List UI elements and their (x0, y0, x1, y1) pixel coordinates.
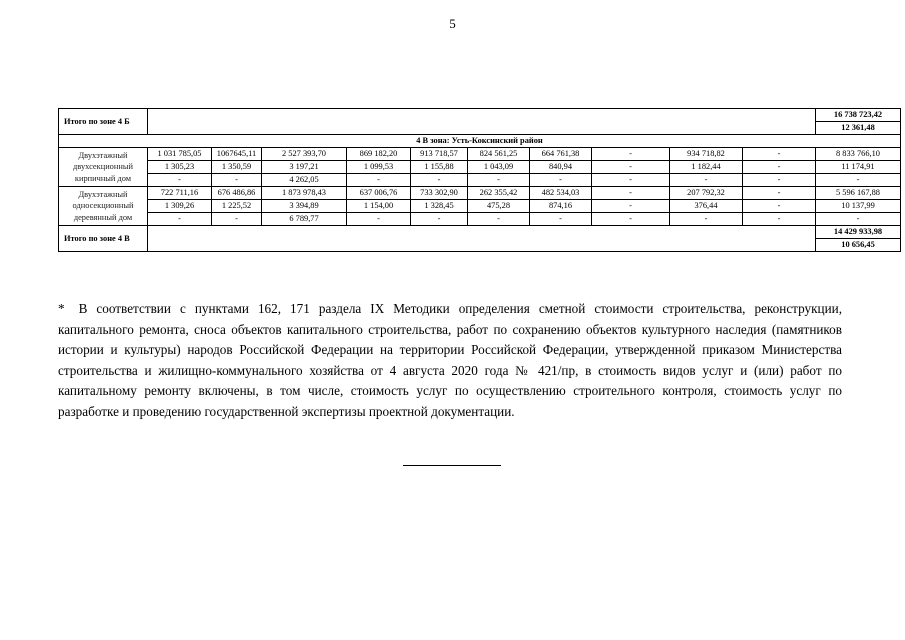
footnote-marker: * (58, 301, 65, 316)
table-cell: 722 711,16 (148, 187, 212, 200)
table-cell: 1 309,26 (148, 200, 212, 213)
table-cell: 824 561,25 (468, 148, 530, 161)
table-cell: 874,16 (530, 200, 592, 213)
table-cell: 6 789,77 (262, 213, 347, 226)
table-cell: - (148, 213, 212, 226)
zone-title-row (59, 135, 901, 148)
table-cell: 262 355,42 (468, 187, 530, 200)
table-cell: 934 718,82 (670, 148, 743, 161)
table-cell: - (670, 174, 743, 187)
table-cell: - (816, 213, 901, 226)
group-label-line: односекционный (72, 201, 134, 211)
total-4b-value2: 12 361,48 (816, 122, 901, 135)
group-label (59, 148, 148, 187)
total-4b-row (59, 109, 901, 122)
table-cell: 1067645,11 (212, 148, 262, 161)
table-cell: - (530, 213, 592, 226)
table-cell: 5 596 167,88 (816, 187, 901, 200)
table-cell: - (816, 174, 901, 187)
table-cell: 2 527 393,70 (262, 148, 347, 161)
table-cell: 3 394,89 (262, 200, 347, 213)
group-label-line: кирпичный дом (74, 173, 132, 183)
end-divider (403, 465, 501, 466)
table-cell: 1 099,53 (347, 161, 411, 174)
table-cell: 376,44 (670, 200, 743, 213)
table-cell: - (212, 213, 262, 226)
footnote (58, 299, 842, 422)
table-cell: 3 197,21 (262, 161, 347, 174)
table-cell: 1 043,09 (468, 161, 530, 174)
table-cell: - (743, 174, 816, 187)
total-4b-label: Итого по зоне 4 Б (59, 109, 148, 135)
zone-title: 4 В зона: Усть-Коксинский район (59, 135, 901, 148)
total-4v-value1: 14 429 933,98 (816, 226, 901, 239)
table-cell: - (592, 161, 670, 174)
total-4v-value2: 10 656,45 (816, 239, 901, 252)
table-cell: - (347, 213, 411, 226)
table-cell: - (592, 187, 670, 200)
table-cell: - (411, 174, 468, 187)
table-cell: 1 873 978,43 (262, 187, 347, 200)
group-label-line: деревянный дом (73, 212, 133, 222)
total-4v-row (59, 226, 901, 239)
table-cell: 4 262,05 (262, 174, 347, 187)
table-cell: - (411, 213, 468, 226)
table-cell: 10 137,99 (816, 200, 901, 213)
total-4b-empty (148, 109, 816, 135)
table-cell: 1 350,59 (212, 161, 262, 174)
table-cell: 1 225,52 (212, 200, 262, 213)
table-cell: - (530, 174, 592, 187)
table-row (59, 213, 901, 226)
group-label-line: двухсекционный (73, 162, 133, 172)
footnote-text: В соответствии с пунктами 162, 171 раздела IX Методики определения сметной стоимости строительства, реконструкции, капитального ремонта, сноса объектов капитального строительства, работ по сохранению объектов культурного наследия (памятников истории и культуры) народов Российской Федерации на территории Российской Федерации, утвержденной приказом Министерства строительства и жилищно-коммунального хозяйства от 4 августа 2020 года № 421/пр, в стоимость видов услуг и (или) работ по капитальному ремонту включены, в том числе, стоимость услуг по осуществлению строительного контроля, стоимость услуг по разработке и проведению государственной экспертизы проектной документации. (58, 301, 842, 419)
table-cell: 676 486,86 (212, 187, 262, 200)
table-cell: 1 305,23 (148, 161, 212, 174)
table-cell: 1 031 785,05 (148, 148, 212, 161)
table-cell: 1 155,88 (411, 161, 468, 174)
table-cell: - (468, 174, 530, 187)
table-cell: 840,94 (530, 161, 592, 174)
table-cell: 207 792,32 (670, 187, 743, 200)
table-cell: - (743, 187, 816, 200)
table-cell: - (670, 213, 743, 226)
table-row (59, 174, 901, 187)
table-cell: 11 174,91 (816, 161, 901, 174)
table-cell: 1 182,44 (670, 161, 743, 174)
table-cell: - (347, 174, 411, 187)
total-4b-value1: 16 738 723,42 (816, 109, 901, 122)
table-cell: 482 534,03 (530, 187, 592, 200)
table-cell: - (743, 148, 816, 161)
group-label-line: Двухэтажный (78, 189, 128, 199)
table-cell: 1 154,00 (347, 200, 411, 213)
table-row (59, 187, 901, 200)
total-4v-empty (148, 226, 816, 252)
table-cell: - (743, 161, 816, 174)
table-cell: 8 833 766,10 (816, 148, 901, 161)
page-number: 5 (449, 16, 456, 31)
table-cell: 637 006,76 (347, 187, 411, 200)
table-cell: - (743, 200, 816, 213)
table-cell: 913 718,57 (411, 148, 468, 161)
table-cell: - (468, 213, 530, 226)
table-row (59, 161, 901, 174)
table-cell: 733 302,90 (411, 187, 468, 200)
table-cell: 1 328,45 (411, 200, 468, 213)
table-cell: - (148, 174, 212, 187)
table-cell: - (743, 213, 816, 226)
table-cell: - (592, 200, 670, 213)
group-label-line: Двухэтажный (78, 150, 128, 160)
table-cell: - (592, 174, 670, 187)
table-cell: 475,28 (468, 200, 530, 213)
table-cell: - (592, 213, 670, 226)
table-cell: 664 761,38 (530, 148, 592, 161)
table-cell: 869 182,20 (347, 148, 411, 161)
table-cell: - (212, 174, 262, 187)
group-label (59, 187, 148, 226)
table-row (59, 200, 901, 213)
table-row (59, 148, 901, 161)
cost-table (58, 108, 901, 252)
table-cell: - (592, 148, 670, 161)
total-4v-label: Итого по зоне 4 В (59, 226, 148, 252)
